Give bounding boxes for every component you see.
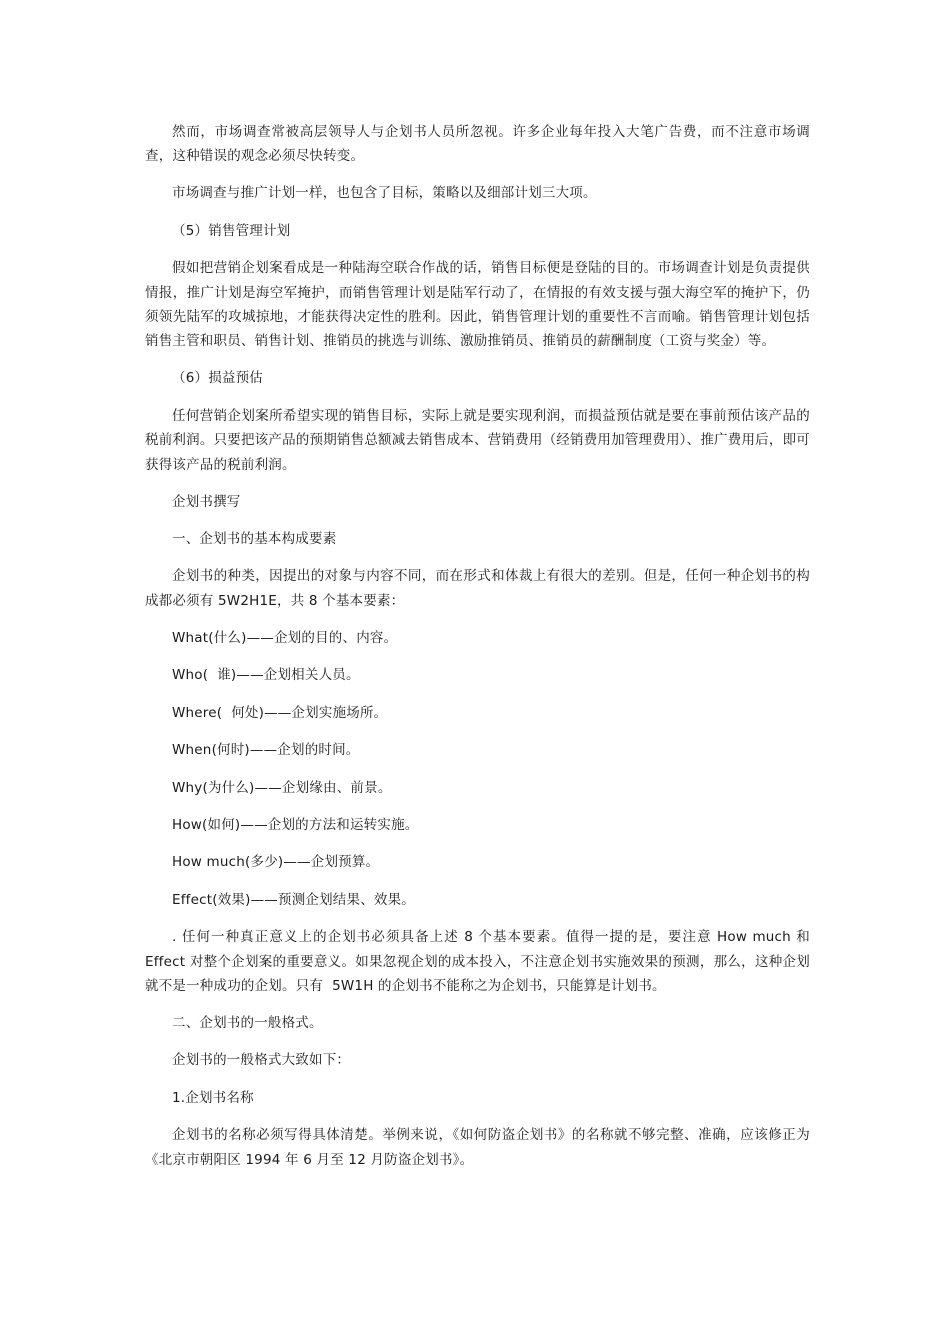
heading-proposal-name: 1.企划书名称 (172, 1089, 254, 1106)
list-item-effect: Effect(效果)——预测企划结果、效果。 (172, 891, 415, 908)
list-item-what: What(什么)——企划的目的、内容。 (172, 629, 398, 646)
list-item-how-much: How much(多少)——企划预算。 (172, 854, 380, 871)
paragraph-proposal-types: 企划书的种类，因提出的对象与内容不同，而在形式和体裁上有很大的差别。但是，任何一种企划书的构成都必须有 5W2H1E，共 8 个基本要素： (145, 568, 810, 609)
heading-general-format: 二、企划书的一般格式。 (172, 1014, 323, 1031)
list-item-when: When(何时)——企划的时间。 (172, 742, 360, 759)
list-item-why: Why(为什么)——企划缘由、前景。 (172, 779, 392, 796)
paragraph-format-intro: 企划书的一般格式大致如下： (172, 1052, 351, 1069)
paragraph-sales-management: 假如把营销企划案看成是一种陆海空联合作战的话，销售目标便是登陆的目的。市场调查计划是负责提供情报，推广计划是海空军掩护，而销售管理计划是陆军行动了，在情报的有效支援与强大海空军的掩护下，仍须领先陆军的攻城掠地，才能获得决定性的胜利。因此，销售管理计划的重要性不言而喻。销售管理计划包括销售主管和职员、销售计划、推销员的挑选与训练、激励推销员、推销员的薪酬制度（工资与奖金）等。 (145, 260, 810, 350)
paragraph-proposal-name: 企划书的名称必须写得具体清楚。举例来说，《如何防盗企划书》的名称就不够完整、准确，应该修正为《北京市朝阳区 1994 年 6 月至 12 月防盗企划书》。 (145, 1127, 810, 1168)
paragraph-market-survey-structure: 市场调查与推广计划一样，也包含了目标，策略以及细部计划三大项。 (172, 185, 597, 202)
paragraph-elements-importance: . 任何一种真正意义上的企划书必须具备上述 8 个基本要素。值得一提的是，要注意 How much 和Effect 对整个企划案的重要意义。如果忽视企划的成本投入，不注意企划书实施效果的预测，那么，这种企划就不是一种成功的企划。只有 5W1H 的企划书不能称之为企划书，只能算是计划书。 (145, 929, 810, 994)
list-item-who: Who( 谁)——企划相关人员。 (172, 667, 360, 684)
heading-sales-management-plan: （5）销售管理计划 (172, 222, 291, 239)
heading-basic-elements: 一、企划书的基本构成要素 (172, 531, 337, 548)
paragraph-market-survey-neglect: 然而，市场调查常被高层领导人与企划书人员所忽视。许多企业每年投入大笔广告费，而不注意市场调查，这种错误的观念必须尽快转变。 (145, 124, 810, 165)
list-item-how: How(如何)——企划的方法和运转实施。 (172, 816, 419, 833)
list-item-where: Where( 何处)——企划实施场所。 (172, 704, 388, 721)
heading-profit-loss-estimate: （6）损益预估 (172, 370, 263, 387)
paragraph-profit-loss: 任何营销企划案所希望实现的销售目标，实际上就是要实现利润，而损益预估就是要在事前预估该产品的税前利润。只要把该产品的预期销售总额减去销售成本、营销费用（经销费用加管理费用）、推广费用后，即可获得该产品的税前利润。 (145, 407, 810, 473)
document-body (145, 120, 810, 1185)
heading-proposal-writing: 企划书撰写 (172, 493, 241, 510)
